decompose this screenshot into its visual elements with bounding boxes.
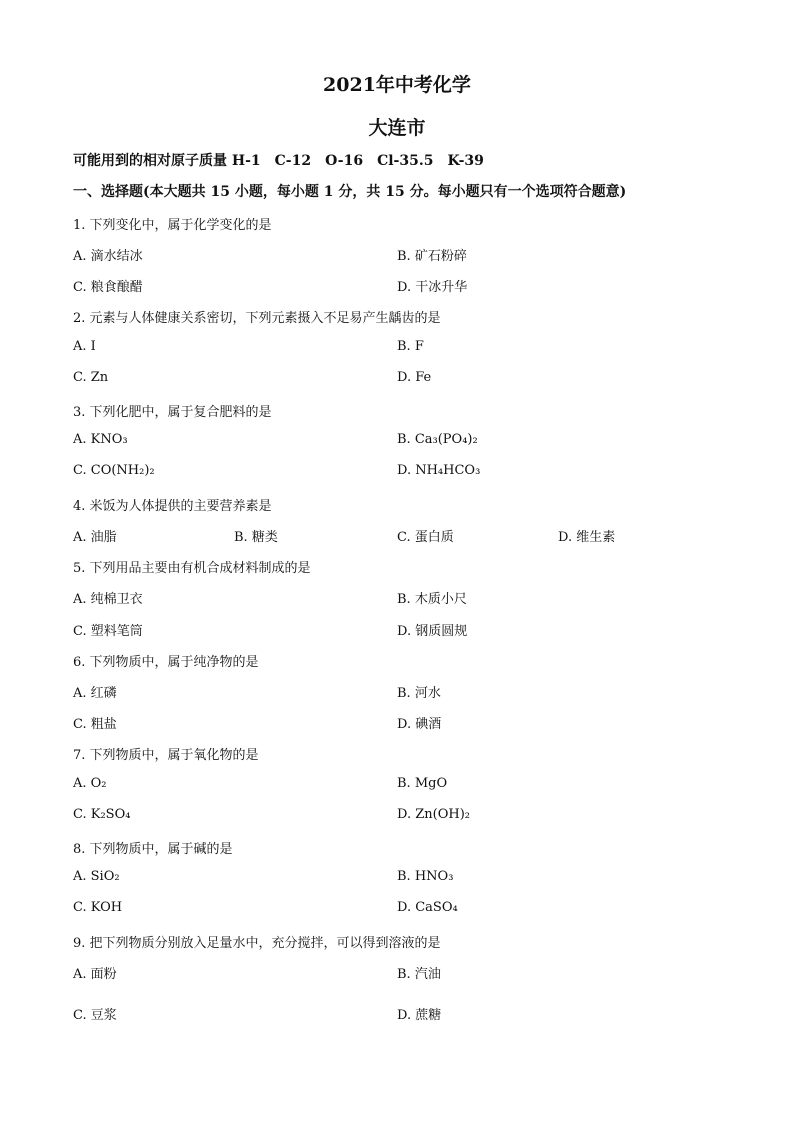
question-9-option-d: D. 蔗糖	[397, 1008, 442, 1023]
question-5-option-d: D. 钢质圆规	[397, 624, 468, 639]
question-3-option-b: B. Ca₃(PO₄)₂	[397, 432, 478, 447]
atomic-mass-line: 可能用到的相对原子质量 H-1 C-12 O-16 Cl-35.5 K-39	[73, 153, 484, 169]
question-6-stem: 6. 下列物质中，属于纯净物的是	[73, 655, 259, 670]
question-4-option-a: A. 油脂	[73, 530, 117, 545]
question-5-option-a: A. 纯棉卫衣	[73, 592, 143, 607]
question-4-option-b: B. 糖类	[234, 530, 278, 545]
question-1-option-c: C. 粮食酿醋	[73, 280, 143, 295]
question-6-option-d: D. 碘酒	[397, 717, 442, 732]
question-2-option-a: A. I	[73, 339, 96, 354]
question-7-option-a: A. O₂	[73, 776, 107, 791]
question-6-option-a: A. 红磷	[73, 686, 117, 701]
question-5-option-b: B. 木质小尺	[397, 592, 467, 607]
question-1-option-b: B. 矿石粉碎	[397, 249, 467, 264]
page-subtitle-city: 大连市	[368, 117, 426, 139]
question-8-option-d: D. CaSO₄	[397, 900, 458, 915]
question-8-option-a: A. SiO₂	[73, 869, 120, 884]
question-3-stem: 3. 下列化肥中，属于复合肥料的是	[73, 405, 272, 420]
question-3-option-a: A. KNO₃	[73, 432, 128, 447]
question-9-option-a: A. 面粉	[73, 967, 117, 982]
question-1-stem: 1. 下列变化中，属于化学变化的是	[73, 218, 272, 233]
question-7-option-c: C. K₂SO₄	[73, 807, 131, 822]
question-7-option-d: D. Zn(OH)₂	[397, 807, 470, 822]
question-7-stem: 7. 下列物质中，属于氧化物的是	[73, 748, 259, 763]
question-5-stem: 5. 下列用品主要由有机合成材料制成的是	[73, 561, 311, 576]
question-9-option-c: C. 豆浆	[73, 1008, 117, 1023]
question-8-option-c: C. KOH	[73, 900, 123, 915]
question-9-stem: 9. 把下列物质分别放入足量水中，充分搅拌，可以得到溶液的是	[73, 936, 441, 951]
question-3-option-d: D. NH₄HCO₃	[397, 463, 481, 478]
section-title: 一、选择题(本大题共 15 小题，每小题 1 分，共 15 分。每小题只有一个选项符合题意)	[73, 184, 627, 200]
question-4-option-d: D. 维生素	[558, 530, 616, 545]
question-5-option-c: C. 塑料笔筒	[73, 624, 143, 639]
page-title: 2021年中考化学	[323, 74, 471, 96]
question-1-option-a: A. 滴水结冰	[73, 249, 143, 264]
question-4-option-c: C. 蛋白质	[397, 530, 454, 545]
question-6-option-b: B. 河水	[397, 686, 441, 701]
question-2-option-d: D. Fe	[397, 370, 432, 385]
question-9-option-b: B. 汽油	[397, 967, 441, 982]
question-2-option-b: B. F	[397, 339, 424, 354]
question-1-option-d: D. 干冰升华	[397, 280, 468, 295]
question-2-option-c: C. Zn	[73, 370, 109, 385]
question-6-option-c: C. 粗盐	[73, 717, 117, 732]
question-7-option-b: B. MgO	[397, 776, 448, 791]
question-4-stem: 4. 米饭为人体提供的主要营养素是	[73, 499, 272, 514]
question-8-option-b: B. HNO₃	[397, 869, 454, 884]
question-3-option-c: C. CO(NH₂)₂	[73, 463, 155, 478]
question-8-stem: 8. 下列物质中，属于碱的是	[73, 842, 233, 857]
question-2-stem: 2. 元素与人体健康关系密切，下列元素摄入不足易产生龋齿的是	[73, 311, 441, 326]
